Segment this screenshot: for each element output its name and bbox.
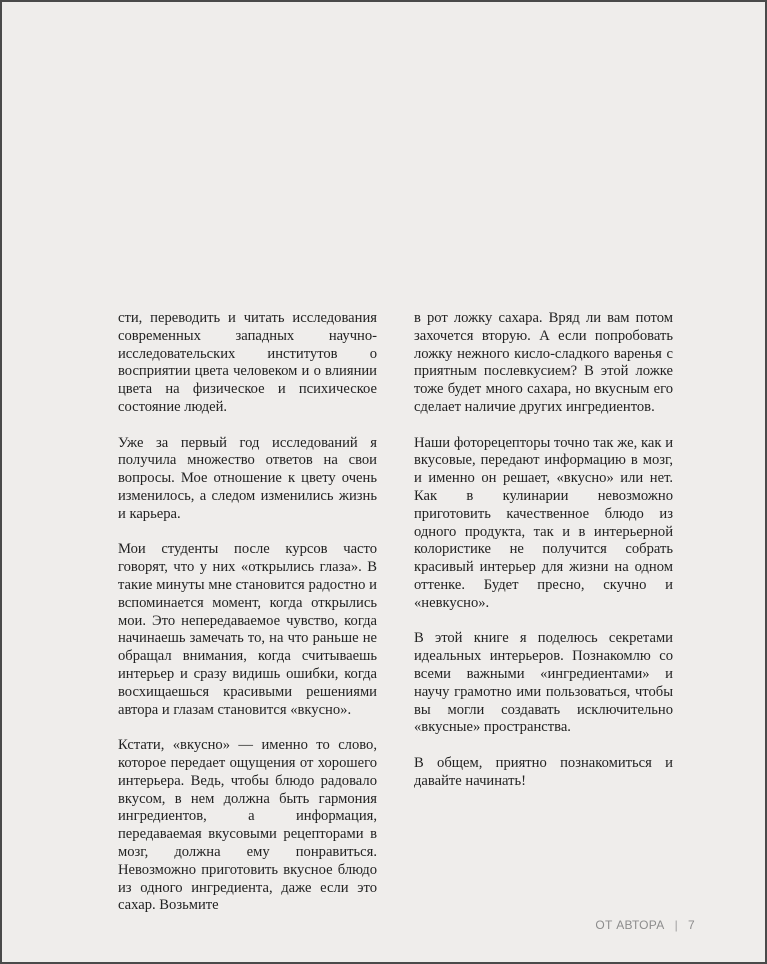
paragraph: Наши фоторецепторы точно так же, как и вкусовые, передают информацию в мозг, и именно он решает, «вкусно» или нет. Как в кулинарии невозможно приготовить качественное блюдо из одного продукта, так и в интерьерной колористике не получится собрать красивый интерьер для жизни на одном оттенке. Будет пресно, скучно и «невкусно». [414,434,673,611]
paragraph: сти, переводить и читать исследования современных западных научно-исследовательских институтов о восприятии цвета человеком и о влиянии цвета на физическое и психическое состояние людей. [118,310,377,415]
page-number: 7 [688,918,695,932]
paragraph: В общем, приятно познакомиться и давайте начинать! [414,754,673,789]
paragraph: Уже за первый год исследований я получила множество ответов на свои вопросы. Мое отношение к цвету очень изменилось, а следом изменились жизнь и карьера. [118,434,377,522]
text-column-right [414,310,673,808]
footer-separator: | [674,918,679,932]
page-footer [595,918,695,932]
paragraph: в рот ложку сахара. Вряд ли вам потом захочется вторую. А если попробовать ложку нежного кисло-сладкого варенья с приятным послевкусием? В этой ложке тоже будет много сахара, но вкусным его сделает наличие других ингредиентов. [414,310,673,415]
paragraph: Кстати, «вкусно» — именно то слово, которое передает ощущения от хорошего интерьера. Ведь, чтобы блюдо радовало вкусом, в нем должна быть гармония ингредиентов, а информация, передаваемая вкусовыми рецепторами в мозг, должна ему понравиться. Невозможно приготовить вкусное блюдо из одного ингредиента, даже если это сахар. Возьмите [118,737,377,914]
running-section-title: ОТ АВТОРА [595,918,665,932]
paragraph: В этой книге я поделюсь секретами идеальных интерьеров. Познакомлю со всеми важными «ингредиентами» и научу грамотно ими пользоваться, чтобы вы могли создавать исключительно «вкусные» пространства. [414,630,673,736]
paragraph: Мои студенты после курсов часто говорят, что у них «открылись глаза». В такие минуты мне становится радостно и вспоминается момент, когда открылись мои. Это непередаваемое чувство, когда начинаешь замечать то, на что раньше не обращал внимания, когда считываешь интерьер и сразу видишь ошибки, когда восхищаешься красивыми решениями автора и глазам становится «вкусно». [118,541,377,718]
text-column-left [118,310,377,933]
